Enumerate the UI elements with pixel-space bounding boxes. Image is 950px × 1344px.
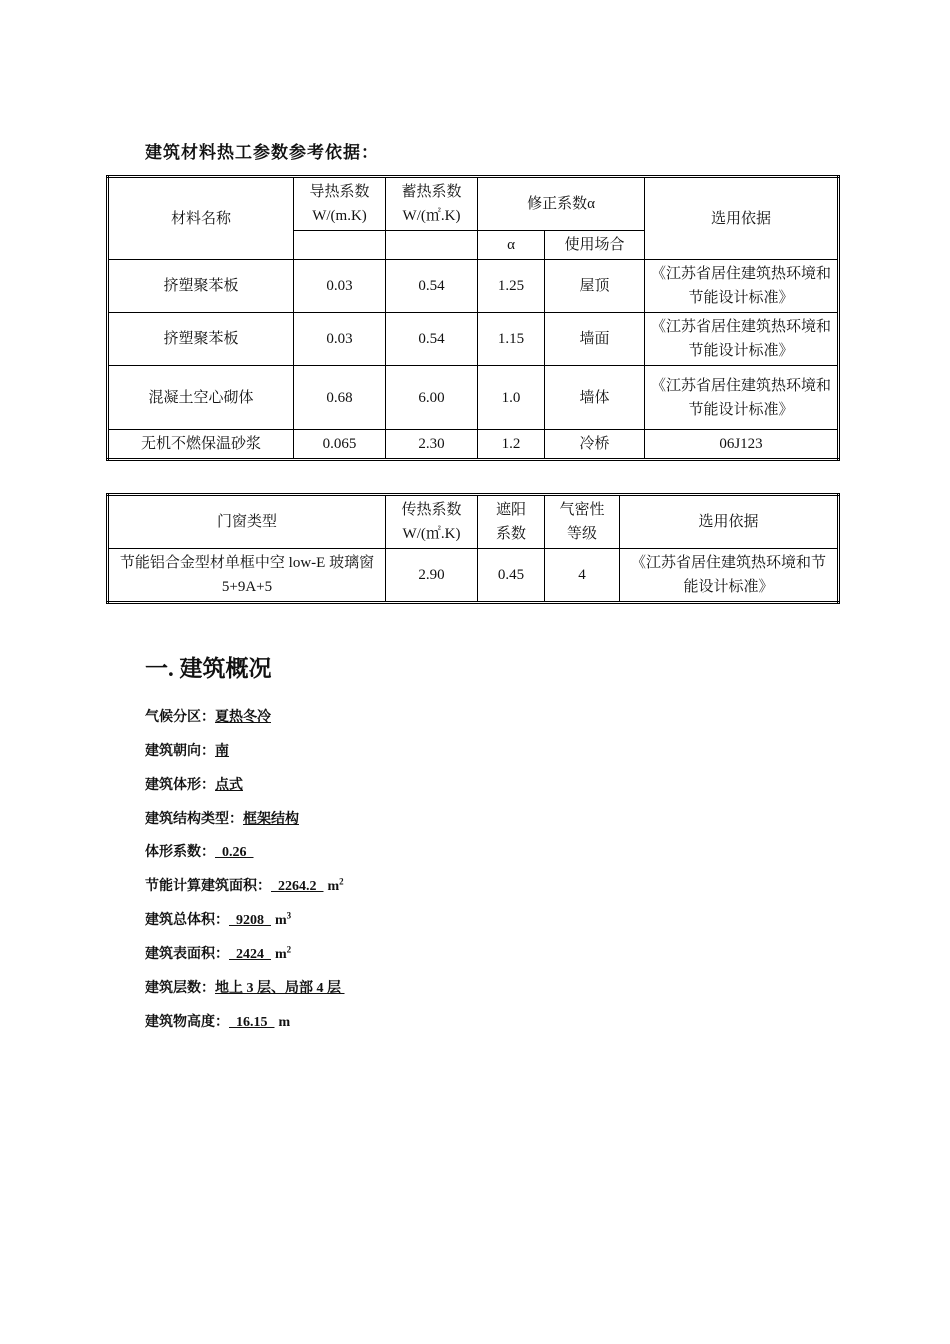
overview-value: 地上 3 层、局部 4 层: [215, 981, 345, 996]
overview-unit: $m^2$: [275, 944, 292, 962]
overview-line: [145, 740, 229, 760]
overview-value: 框架结构: [243, 812, 299, 827]
header-airtight: 气密性 等级: [545, 495, 620, 549]
conductivity-value: 0.03: [294, 260, 386, 313]
basis-value: 《江苏省居住建筑热环境和节能设计标准》: [645, 366, 839, 430]
window-basis: 《江苏省居住建筑热环境和节能设计标准》: [620, 549, 839, 603]
table-row: [108, 366, 839, 430]
alpha-value: 1.0: [478, 366, 545, 430]
alpha-value: 1.2: [478, 430, 545, 460]
windows-header-row: [108, 495, 839, 549]
overview-label: 体形系数：: [145, 845, 215, 860]
overview-value: 南: [215, 744, 229, 759]
storage-value: 0.54: [386, 313, 478, 366]
shading-value: 0.45: [478, 549, 545, 603]
overview-unit: $m^3$: [275, 910, 292, 928]
window-type: 节能铝合金型材单框中空 low-E 玻璃窗 5+9A+5: [108, 549, 386, 603]
subheader-empty: [294, 231, 386, 260]
table-row: [108, 313, 839, 366]
header-window-type: 门窗类型: [108, 495, 386, 549]
overview-label: 建筑朝向：: [145, 744, 215, 759]
overview-line: [145, 841, 254, 861]
materials-header-row: [108, 177, 839, 231]
overview-unit: m: [278, 1015, 291, 1030]
overview-line: [145, 706, 271, 726]
overview-label: 建筑层数：: [145, 981, 215, 996]
header-shading: 遮阳 系数: [478, 495, 545, 549]
conductivity-value: 0.68: [294, 366, 386, 430]
overview-label: 建筑总体积：: [145, 913, 229, 928]
overview-value: 夏热冬冷: [215, 710, 271, 725]
overview-label: 建筑结构类型：: [145, 812, 243, 827]
usage-value: 墙面: [545, 313, 645, 366]
storage-value: 6.00: [386, 366, 478, 430]
materials-table: [106, 175, 840, 461]
overview-value: 点式: [215, 778, 243, 793]
header-transfer: 传热系数 W/(㎡.K): [386, 495, 478, 549]
material-name: 无机不燃保温砂浆: [108, 430, 294, 460]
overview-label: 节能计算建筑面积：: [145, 879, 271, 894]
transfer-value: 2.90: [386, 549, 478, 603]
header-basis: 选用依据: [645, 177, 839, 260]
storage-value: 0.54: [386, 260, 478, 313]
header-correction: 修正系数α: [478, 177, 645, 231]
header-storage: 蓄热系数 W/(㎡.K): [386, 177, 478, 231]
header-conductivity: 导热系数 W/(m.K): [294, 177, 386, 231]
header-alpha: α: [478, 231, 545, 260]
overview-line: [145, 943, 291, 963]
overview-value: 0.26: [215, 845, 254, 860]
usage-value: 冷桥: [545, 430, 645, 460]
alpha-value: 1.15: [478, 313, 545, 366]
material-name: 挤塑聚苯板: [108, 260, 294, 313]
table-row: [108, 549, 839, 603]
overview-value: 2424: [229, 947, 271, 962]
conductivity-value: 0.03: [294, 313, 386, 366]
header-window-basis: 选用依据: [620, 495, 839, 549]
airtight-value: 4: [545, 549, 620, 603]
alpha-value: 1.25: [478, 260, 545, 313]
table-row: [108, 430, 839, 460]
overview-value: 2264.2: [271, 879, 324, 894]
usage-value: 屋顶: [545, 260, 645, 313]
basis-value: 《江苏省居住建筑热环境和节能设计标准》: [645, 313, 839, 366]
subheader-empty: [386, 231, 478, 260]
overview-value: 9208: [229, 913, 271, 928]
overview-line: [145, 977, 345, 997]
material-name: 混凝土空心砌体: [108, 366, 294, 430]
overview-line: [145, 808, 299, 828]
section-title: 一. 建筑概况: [145, 656, 272, 681]
overview-line: [145, 875, 344, 895]
table-row: [108, 260, 839, 313]
basis-value: 06J123: [645, 430, 839, 460]
reference-heading: 建筑材料热工参数参考依据：: [145, 143, 379, 162]
overview-line: [145, 774, 243, 794]
windows-table: [106, 493, 840, 604]
header-material-name: 材料名称: [108, 177, 294, 260]
material-name: 挤塑聚苯板: [108, 313, 294, 366]
overview-line: [145, 909, 291, 929]
overview-label: 建筑体形：: [145, 778, 215, 793]
overview-label: 建筑物高度：: [145, 1015, 229, 1030]
overview-value: 16.15: [229, 1015, 275, 1030]
usage-value: 墙体: [545, 366, 645, 430]
overview-label: 气候分区：: [145, 710, 215, 725]
conductivity-value: 0.065: [294, 430, 386, 460]
overview-unit: $m^2$: [327, 876, 344, 894]
storage-value: 2.30: [386, 430, 478, 460]
basis-value: 《江苏省居住建筑热环境和节能设计标准》: [645, 260, 839, 313]
overview-line: [145, 1011, 290, 1031]
overview-label: 建筑表面积：: [145, 947, 229, 962]
header-usage: 使用场合: [545, 231, 645, 260]
